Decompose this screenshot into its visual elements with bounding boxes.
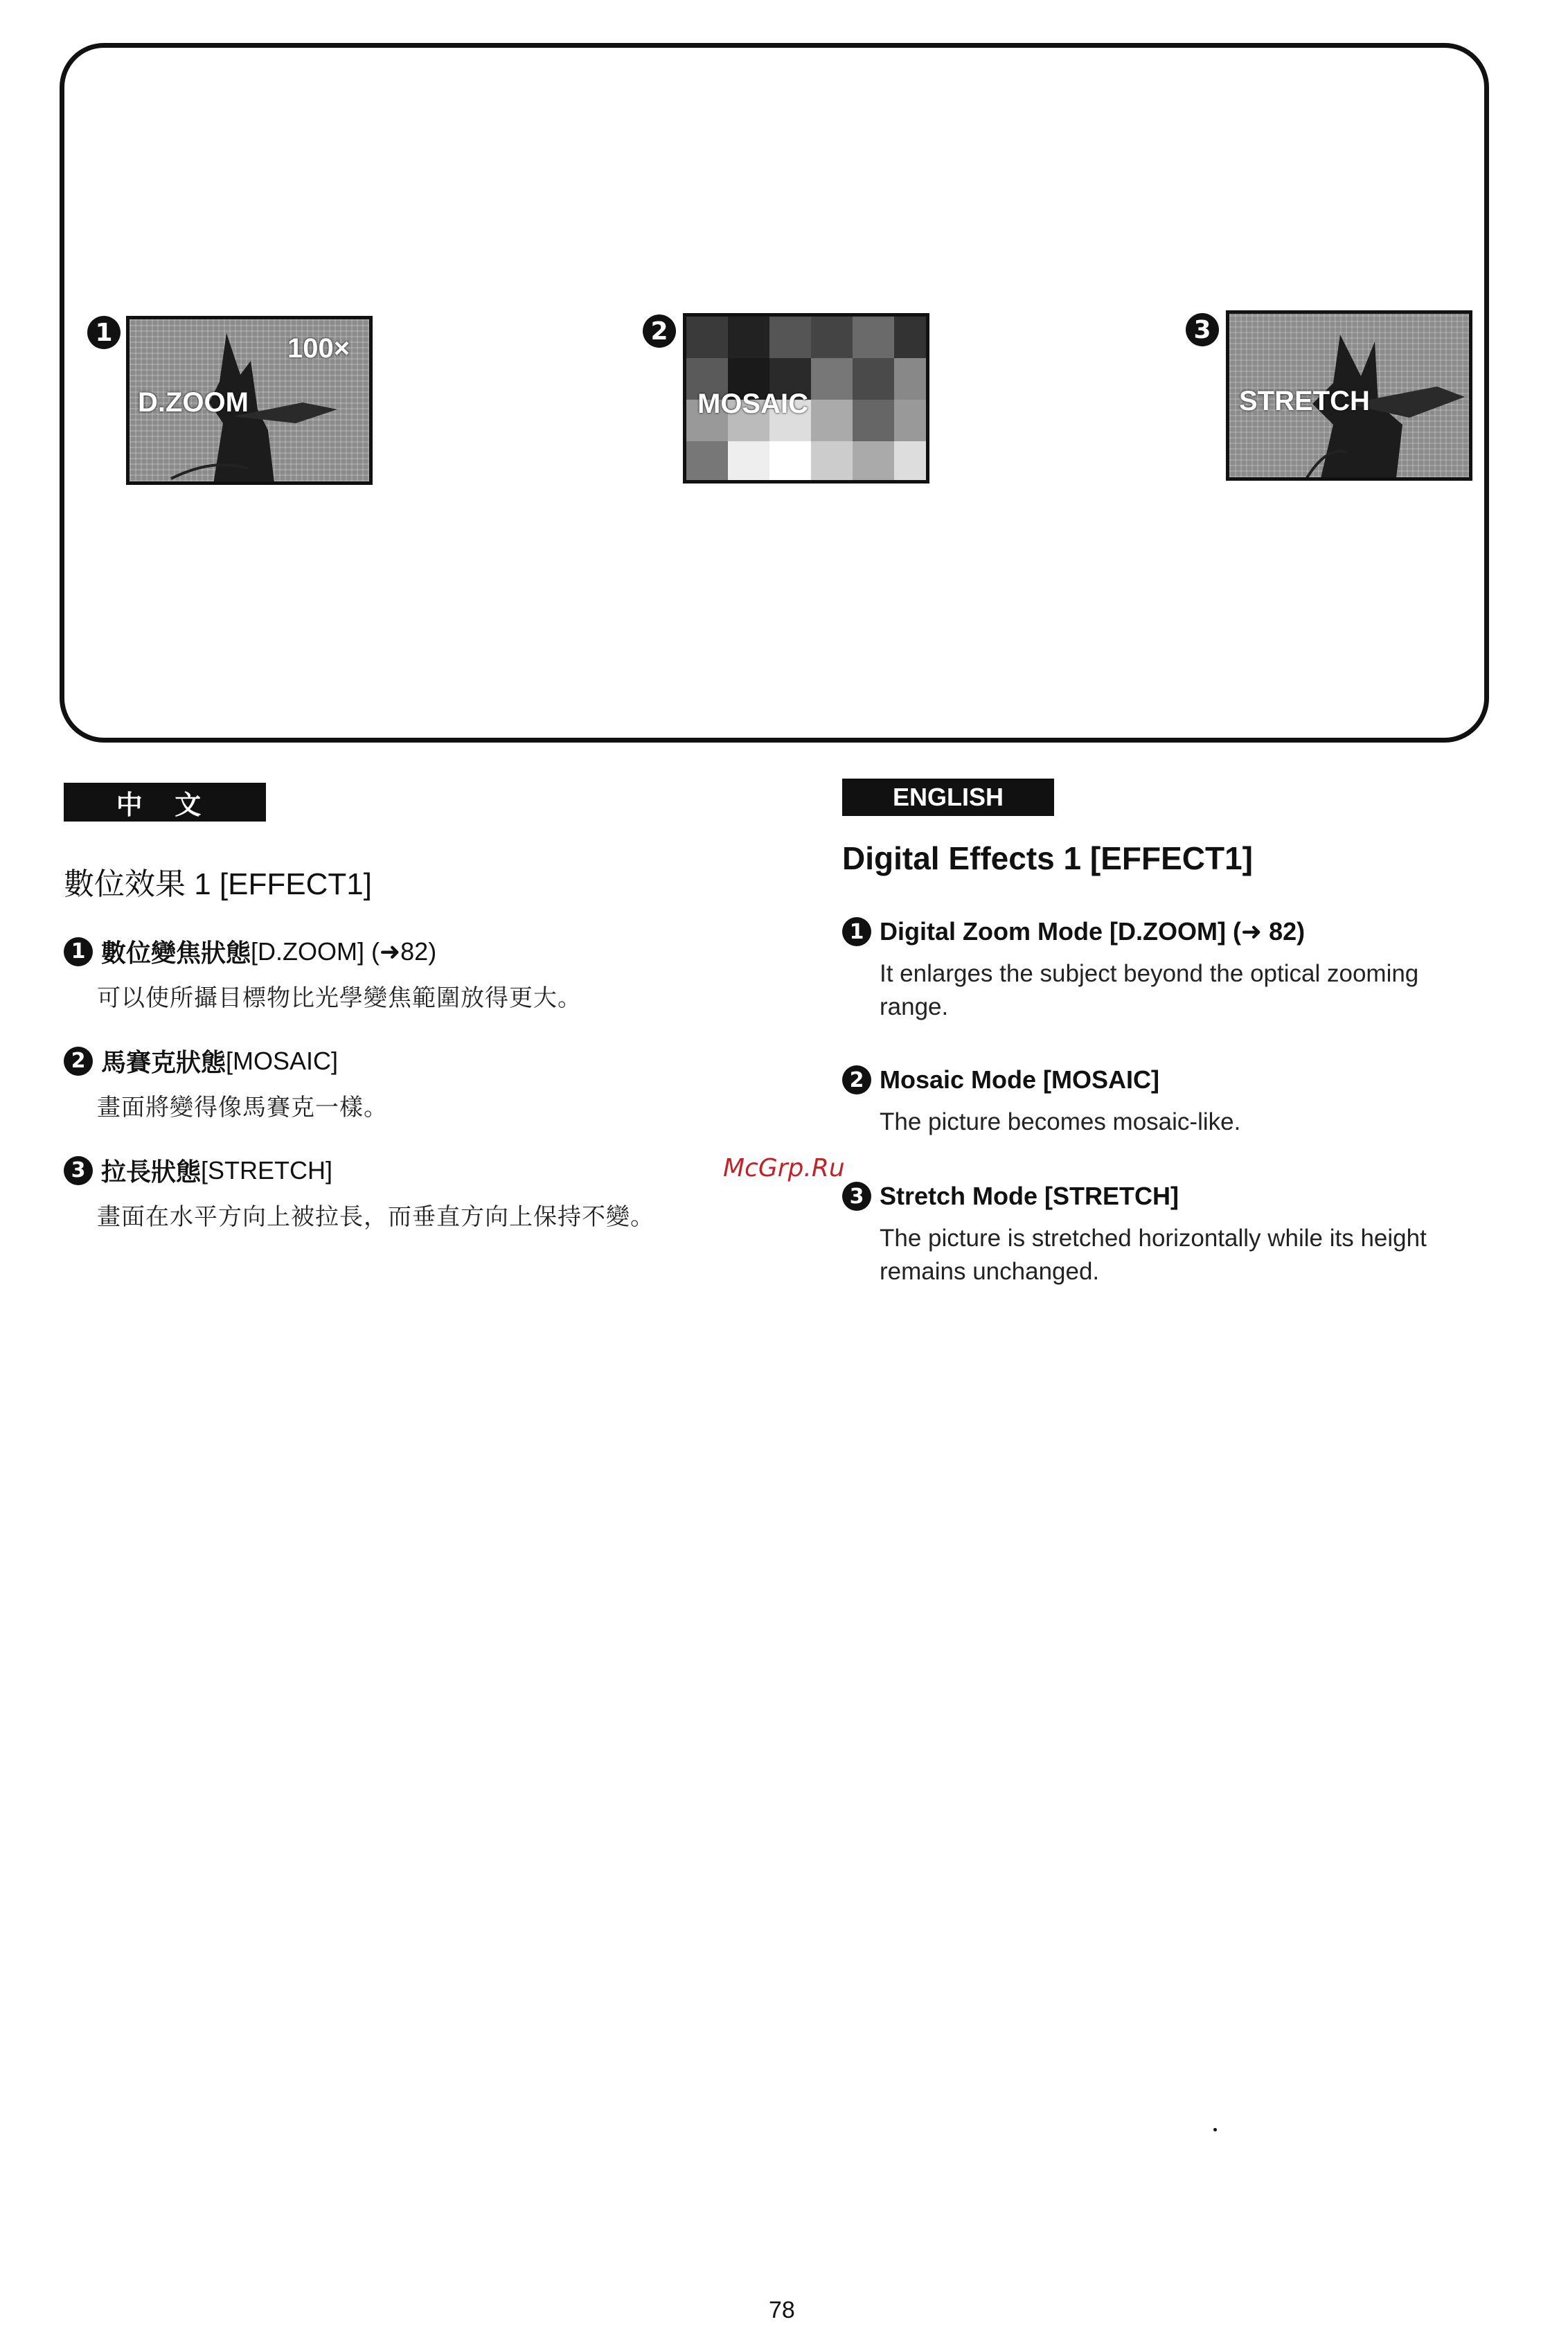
watermark: McGrp.Ru [723,1154,845,1182]
badge-1: 1 [87,316,121,349]
zoom-ratio-label: 100× [287,333,350,364]
item-number: 1 [842,917,871,946]
item-number: 3 [842,1182,871,1211]
item-number: 3 [64,1156,93,1185]
english-section-label: ENGLISH [842,779,1054,816]
stretch-label: STRETCH [1239,386,1370,416]
mosaic-label: MOSAIC [697,389,808,419]
item-number: 1 [64,937,93,966]
screenshot-dzoom [126,316,373,485]
english-item-stretch [842,1182,1493,1288]
item-title: Digital Zoom Mode [D.ZOOM] (➜ 82) [880,917,1306,946]
item-tag: [MOSAIC] [226,1046,339,1075]
chinese-item-dzoom [64,934,582,1013]
english-item-dzoom [842,917,1493,1024]
item-title: 馬賽克狀態 [101,1048,226,1076]
badge-3: 3 [1186,313,1219,346]
item-tag: [STRETCH] [201,1155,333,1185]
page-number: 78 [769,2297,795,2323]
item-description: The picture becomes mosaic-like. [880,1108,1241,1135]
english-item-mosaic [842,1065,1493,1139]
item-description: 畫面在水平方向上被拉長，而垂直方向上保持不變。 [97,1204,654,1230]
item-title: Stretch Mode [STRETCH] [880,1182,1179,1210]
item-description: 可以使所攝目標物比光學變焦範圍放得更大。 [97,985,582,1011]
item-description: It enlarges the subject beyond the optical zooming range. [880,960,1419,1020]
item-title: 拉長狀態 [101,1157,202,1186]
chinese-section-title: 數位效果 1 [EFFECT1] [64,867,372,901]
screenshot-mosaic [683,313,929,484]
badge-2: 2 [643,314,676,348]
chinese-item-mosaic [64,1043,388,1122]
item-description: The picture is stretched horizontally while its height remains unchanged. [880,1225,1427,1285]
stray-dot [1213,2128,1217,2131]
chinese-section-label: 中 文 [64,783,266,822]
screenshot-stretch [1226,310,1472,481]
item-number: 2 [64,1047,93,1076]
item-number: 2 [842,1065,871,1094]
item-description: 畫面將變得像馬賽克一樣。 [97,1094,388,1121]
english-section-title: Digital Effects 1 [EFFECT1] [842,840,1253,876]
item-tag: [D.ZOOM] (➜82) [251,937,437,966]
dzoom-label: D.ZOOM [138,387,249,418]
item-title: 數位變焦狀態 [101,939,251,967]
item-title: Mosaic Mode [MOSAIC] [880,1065,1160,1094]
chinese-item-stretch [64,1153,654,1232]
